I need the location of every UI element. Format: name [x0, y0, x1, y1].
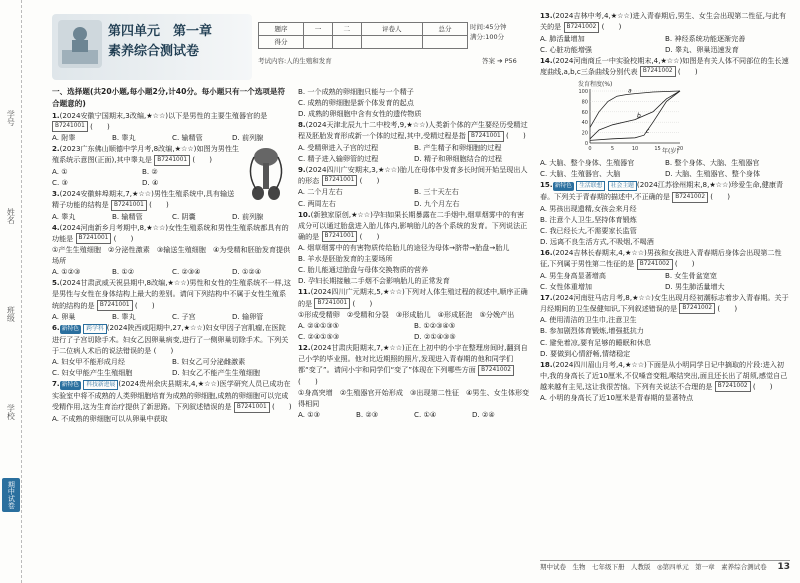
- spine-label-school: 学校: [6, 404, 16, 420]
- option-b[interactable]: B. 一个成熟的卵细胞只能与一个精子: [298, 87, 414, 96]
- option-c[interactable]: C. 子宫: [172, 312, 196, 321]
- question-text: (2024河南商丘一中实验校期末,4,★☆☆)如图是有关人体不同部位的生长速度曲线,a,b,c三条曲线分别代表: [540, 55, 789, 76]
- option-b[interactable]: B. 羊水是胚胎发育的主要场所: [298, 254, 393, 264]
- option-c[interactable]: C. 心脏功能增强: [540, 44, 593, 54]
- score-cell: 二: [332, 23, 361, 36]
- y-tick-label: 20: [581, 130, 588, 137]
- question-number: 2.: [52, 144, 60, 154]
- y-axis-label: 发育程度(%): [578, 81, 613, 89]
- answer-blank[interactable]: ( ): [90, 121, 110, 131]
- answer-blank[interactable]: ( ): [674, 259, 695, 269]
- option-a[interactable]: A. ①②③: [52, 267, 81, 277]
- option-a[interactable]: A. 小明的身高长了近10厘米是青春期的显著特点: [540, 393, 694, 403]
- question-text: (2024江苏徐州期末,8,★☆☆)珍爱生命,健康青春。下列关于青春期的描述中,不正确的是: [540, 180, 784, 202]
- question-14: [540, 55, 790, 180]
- option-b[interactable]: B. 产生精子和卵细胞的过程: [414, 142, 502, 152]
- option-c[interactable]: C. 成熟的卵细胞是新个体发育的起点: [298, 98, 414, 108]
- footer-text: 期中试卷 生物 七年级下册 人教版 ◎第四单元 第一章 素养综合测试卷: [540, 563, 767, 572]
- answer-blank[interactable]: ( ): [352, 298, 373, 308]
- option-d[interactable]: D. 男生肺活量增大: [665, 281, 725, 291]
- question-text: (2024吉林中考,4,★☆☆)进入青春期后,男生、女生会出现第二性征,与此有关的是: [540, 11, 787, 32]
- statement-list: ①身高突增 ②生殖器官开始形成 ③出现第二性征 ④男生、女生体形变得相同: [298, 387, 530, 408]
- answer-blank[interactable]: ( ): [506, 131, 526, 141]
- option-c[interactable]: C. ①④: [414, 410, 437, 419]
- score-header-row: [259, 23, 468, 36]
- question-text: (2024甘肃武威天祝县期中,8改编,★☆☆)男性和女性的生殖系统不一样,这是男性与女性在身体结构上最大的差别。请问下列结构中不属于女性生殖系统的结构的是: [52, 278, 291, 310]
- question-6: [52, 322, 292, 378]
- option-a[interactable]: A. 烟草烟雾中的有害物质传给胎儿的途径为母体→脐带→胎盘→胎儿: [298, 243, 510, 253]
- option-d[interactable]: D. ②④: [472, 410, 495, 419]
- answer-blank[interactable]: ( ): [298, 376, 318, 386]
- statement-list: ①产生生殖细胞 ②分泌性激素 ③输送生殖细胞 ④为受精和胚胎发育提供场所: [52, 245, 291, 266]
- option-a[interactable]: A. 男生身高显著增高: [540, 270, 606, 280]
- topic-tag: 社会主题: [608, 181, 637, 191]
- option-a[interactable]: A. 妇女甲不能形成月经: [52, 357, 126, 367]
- question-code: B7241001: [76, 233, 112, 244]
- question-code: B7241001: [322, 231, 358, 242]
- statement-list: ①形成受精卵 ②受精和分裂 ③形成胎儿 ④形成胚泡 ⑤分娩产出: [298, 310, 515, 319]
- title-banner: [52, 14, 252, 80]
- option-a[interactable]: A. 附睾: [52, 133, 76, 143]
- question-text: (2024四川广安期末,3,★☆☆)胎儿在母体中发育多长时间开始呈现出人的形态: [298, 164, 528, 185]
- option-a[interactable]: A. 使用清洁的卫生巾,注意卫生: [540, 315, 637, 325]
- series-line-a: [590, 91, 680, 127]
- x-tick-label: 5: [610, 146, 615, 153]
- series-label-b: b: [637, 112, 641, 120]
- question-number: 18.: [540, 359, 553, 369]
- option-a[interactable]: A. 不成熟的卵细胞可以从卵巢中获取: [52, 413, 168, 423]
- question-text: (2024陕西咸阳期中,27,★☆☆)妇女甲因子宫肌瘤,在医院进行了子宫切除手术。妇女乙因卵巢病变,进行了一侧卵巢切除手术。下列关于二位病人术后的说法错误的是: [52, 323, 289, 356]
- option-a[interactable]: A. 男孩出现遗精,女孩会来月经: [540, 203, 637, 213]
- y-tick-label: 100: [578, 89, 588, 96]
- question-text: (2024河南驻马店月考,8,★☆☆)女生出现月经初潮标志着步入青春期。关于月经期间的卫生保健知识,下列叙述错误的是: [540, 292, 789, 313]
- question-number: 11.: [298, 287, 311, 297]
- question-11: [298, 286, 530, 342]
- question-number: 10.: [298, 209, 311, 219]
- page-footer: [540, 560, 790, 574]
- feature-tag: 新特色: [554, 183, 572, 190]
- question-number: 6.: [52, 323, 60, 333]
- score-cell: 题序: [259, 23, 304, 36]
- question-number: 5.: [52, 278, 60, 288]
- question-17: [540, 292, 790, 359]
- question-code: B7241001: [154, 155, 190, 166]
- question-text: (2024甘肃庆阳期末,7,★☆☆)正在上初中的小宇在整理房间时,翻到自己小学的毕业照。他对比近期照的照片,发现进入青春期的他和同学们都“变了”。请问小宇和同学们“变了”体现在下列哪些方面: [298, 343, 528, 375]
- question-1: [52, 110, 292, 144]
- option-d[interactable]: D. 睾丸、卵巢迅速发育: [665, 44, 739, 54]
- answer-blank[interactable]: ( ): [710, 192, 731, 202]
- question-number: 8.: [298, 120, 306, 130]
- question-5: [52, 277, 292, 322]
- option-c[interactable]: C. 妇女甲能产生生殖细胞: [52, 368, 133, 378]
- option-b[interactable]: B. 神经系统功能逐渐完善: [665, 33, 746, 43]
- score-input-cell[interactable]: [422, 36, 467, 49]
- question-text: (2023广东佛山顺德中学月考,8改编,★☆☆)如图为男性生殖系统示意图(正面),其中睾丸是: [52, 144, 240, 165]
- question-code: B7241001: [314, 298, 350, 309]
- growth-curve-chart: [570, 79, 690, 155]
- option-b[interactable]: B. ①②③④⑤: [414, 321, 456, 331]
- answer-blank[interactable]: ( ): [192, 155, 213, 165]
- option-c[interactable]: C. 胎儿能通过胎盘与母体交换物质的营养: [298, 265, 429, 275]
- option-d[interactable]: D. 孕妇长期接触二手烟不会影响胎儿的正常发育: [298, 276, 450, 286]
- spine-label-student-id: 学号: [6, 110, 16, 126]
- topic-tag: 科技新进展: [83, 380, 118, 390]
- question-code: B7241002: [640, 66, 676, 77]
- answer-blank[interactable]: ( ): [359, 175, 380, 185]
- feature-tag: 新特色: [61, 326, 80, 333]
- option-b[interactable]: B. 整个身体、大脑、生殖器官: [665, 158, 760, 168]
- answer-blank[interactable]: ( ): [359, 231, 380, 241]
- question-text: (2024四川眉山月考,4,★☆☆)下面是从小明同学日记中摘取的片段:进入初中,我的身高长了近10厘米,不仅嗓音变粗,喉结突出,面且还长出了胡须,感觉自己越来越有主见,这让我很苦恼。下列有关说法不合理的是: [540, 359, 788, 391]
- series-label-c: c: [646, 128, 650, 136]
- question-number: 12.: [298, 343, 311, 353]
- option-d[interactable]: D. 大脑、生殖器官、整个身体: [665, 169, 761, 179]
- score-cell: 得分: [259, 36, 304, 49]
- option-c[interactable]: C. ③: [52, 177, 68, 187]
- answer-reference: 答案 ➔ P56: [482, 57, 517, 65]
- test-title: 素养综合测试卷: [108, 44, 200, 59]
- option-d[interactable]: D. ④: [142, 177, 159, 187]
- option-c[interactable]: C. 女性体重增加: [540, 281, 593, 291]
- option-b[interactable]: B. 妇女乙可分泌雌激素: [172, 357, 246, 367]
- student-figure-icon: [58, 20, 102, 68]
- topic-tag: 跨学科: [83, 324, 106, 334]
- series-label-a: a: [628, 87, 632, 95]
- x-tick-label: 20: [676, 146, 684, 153]
- question-number: 7.: [52, 379, 60, 389]
- question-15: [540, 179, 790, 247]
- question-code: B7241001: [234, 402, 270, 413]
- feature-tag: 新特色: [61, 382, 80, 389]
- option-b[interactable]: B. 注意个人卫生,坚持体育锻炼: [540, 214, 637, 224]
- score-input-cell[interactable]: [332, 36, 361, 49]
- question-18: [540, 359, 790, 404]
- exam-header: [52, 14, 532, 82]
- option-c[interactable]: C. 输精管: [172, 133, 203, 143]
- question-number: 1.: [52, 110, 60, 120]
- option-d[interactable]: D. 远离不良生活方式,不吸烟,不喝酒: [540, 237, 654, 247]
- question-code: B7241001: [97, 300, 133, 311]
- y-tick-label: 40: [581, 120, 588, 127]
- question-8: [298, 119, 530, 164]
- question-10: [298, 209, 530, 287]
- time-limit: 时间:45分钟: [470, 23, 507, 31]
- option-a[interactable]: A. 二个月左右: [298, 187, 343, 197]
- spine-label-class: 班级: [6, 306, 16, 322]
- option-a[interactable]: A. 睾丸: [52, 211, 76, 221]
- option-a[interactable]: A. 大脑、整个身体、生殖器官: [540, 158, 635, 168]
- question-7: [52, 378, 292, 424]
- option-d[interactable]: D. 精子和卵细胞结合的过程: [414, 153, 503, 163]
- question-code: B7241001: [468, 131, 504, 142]
- full-score: 满分:100分: [470, 33, 505, 42]
- x-tick-label: 10: [631, 146, 639, 153]
- column-2: [298, 86, 530, 420]
- spine-label-name: 姓名: [6, 208, 16, 224]
- question-text: (2024贵州余庆县期末,4,★☆☆)医学研究人员已成功在实验室中将不成熟的人类卵细胞培育为成熟的卵细胞,成熟的卵细胞可以完成受精作用,这为生育治疗提供了新思路。下列叙述错误的是: [52, 379, 291, 412]
- score-value-row: [259, 36, 468, 49]
- answer-blank[interactable]: ( ): [153, 346, 174, 356]
- male-reproductive-diagram: [244, 143, 288, 205]
- question-code: B7241001: [111, 200, 147, 211]
- option-d[interactable]: D. ②①④③⑤: [414, 332, 456, 342]
- exam-scope: 考试内容:人的生殖和发育: [258, 57, 332, 65]
- answer-blank[interactable]: ( ): [149, 200, 169, 210]
- question-number: 15.: [540, 180, 553, 190]
- option-d[interactable]: D. 妇女乙不能产生生殖细胞: [172, 368, 261, 378]
- question-4: [52, 222, 292, 278]
- option-d[interactable]: D. 成熟的卵细胞中含有女性的遗传物质: [298, 109, 422, 119]
- y-tick-label: 80: [581, 99, 588, 106]
- question-13: [540, 10, 790, 55]
- option-d[interactable]: D. ①②④: [232, 267, 262, 277]
- question-number: 17.: [540, 292, 553, 302]
- option-d[interactable]: D. 前列腺: [232, 133, 264, 143]
- option-c[interactable]: C. 避免着凉,要有足够的睡眠和休息: [540, 337, 652, 347]
- option-d[interactable]: D. 前列腺: [232, 211, 264, 221]
- column-3: [540, 10, 790, 403]
- option-b[interactable]: B. ②③: [356, 410, 379, 419]
- option-a[interactable]: A. ①: [52, 166, 68, 176]
- question-text: (2024河南新乡月考期中,8,★☆☆)女性生殖系统和男性生殖系统都具有的功能是: [52, 222, 289, 243]
- question-2: [52, 143, 292, 188]
- option-d[interactable]: D. 要做到心情舒畅,情绪稳定: [540, 348, 631, 358]
- option-b[interactable]: B. 输精管: [112, 211, 143, 221]
- option-c[interactable]: C. ②④①⑤③: [298, 332, 340, 342]
- option-c[interactable]: C. 阴囊: [172, 211, 196, 221]
- option-a[interactable]: A. 肺活量增加: [540, 33, 585, 43]
- option-a[interactable]: A. ①③: [298, 410, 320, 419]
- y-tick-label: 60: [581, 110, 588, 117]
- time-info: [470, 22, 506, 43]
- option-c[interactable]: C. 两周左右: [298, 198, 336, 208]
- option-a[interactable]: A. 卵巢: [52, 312, 76, 321]
- answer-blank[interactable]: ( ): [134, 300, 155, 310]
- option-b[interactable]: B. ①②: [112, 267, 135, 277]
- question-text: (2024安徽蚌埠期末,7,★☆☆)男性生殖系统中,具有输送精子功能的结构是: [52, 189, 235, 210]
- question-number: 4.: [52, 222, 60, 232]
- question-number: 16.: [540, 248, 553, 258]
- option-c[interactable]: C. 大脑、生殖器官、大脑: [540, 169, 621, 179]
- question-text: (新独家原创,★☆☆)孕妇如果长期暴露在二手烟中,烟草烟雾中的有害成分可以通过胎盘进入胎儿体内,影响胎儿的各个系统的发育。下列说法正确的是: [298, 209, 528, 241]
- question-number: 9.: [298, 164, 306, 174]
- unit-title: 第四单元 第一章: [108, 24, 213, 39]
- question-number: 13.: [540, 11, 553, 20]
- question-text: (2024吉林长春期末,4,★☆☆)男孩和女孩进入青春期后身体会出现第二性征,下列属于男性第二性征的是: [540, 248, 782, 269]
- question-code: B7241001: [322, 175, 358, 186]
- question-code: B7241002: [679, 303, 715, 314]
- midterm-badge: 期中试卷: [2, 478, 20, 512]
- option-b[interactable]: B. 睾丸: [112, 133, 136, 143]
- topic-tag: 生活联想: [576, 181, 605, 191]
- option-a[interactable]: A. 受精卵进入子宫的过程: [298, 142, 379, 152]
- score-table: [258, 22, 468, 49]
- option-b[interactable]: B. 参加剧烈体育锻炼,增强抵抗力: [540, 326, 644, 336]
- question-code: B7241001: [52, 121, 88, 132]
- column-1: [52, 86, 292, 424]
- option-c[interactable]: C. 我已经长大,不需要家长监管: [540, 226, 637, 235]
- question-number: 14.: [540, 55, 553, 65]
- answer-blank[interactable]: ( ): [113, 233, 134, 243]
- page-number: 13: [777, 561, 790, 572]
- question-code: B7241002: [672, 192, 708, 203]
- question-number: 3.: [52, 189, 60, 198]
- question-code: B7241002: [637, 259, 673, 270]
- question-16: [540, 247, 790, 292]
- score-cell: 评卷人: [361, 23, 422, 36]
- section-title: 一、选择题(共20小题,每小题2分,计40分。每小题只有一个选项是符合题意的): [52, 87, 286, 108]
- answer-blank[interactable]: ( ): [677, 66, 698, 76]
- x-axis-label: 年(岁): [662, 148, 679, 156]
- score-input-cell[interactable]: [361, 36, 422, 49]
- x-tick-label: 15: [654, 146, 661, 153]
- option-c[interactable]: C. ②③④: [172, 267, 201, 277]
- answer-blank[interactable]: ( ): [752, 381, 773, 391]
- question-code: B7241002: [478, 365, 514, 376]
- x-tick-label: 0: [588, 146, 592, 153]
- y-tick-label: 0: [584, 141, 588, 148]
- option-d[interactable]: D. 九个月左右: [414, 198, 460, 208]
- question-text: (2024安徽宁国期末,3改编,★☆☆)以下是男性的主要生殖器官的是: [59, 110, 268, 120]
- score-cell: 一: [304, 23, 333, 36]
- option-d[interactable]: D. 输卵管: [232, 312, 264, 321]
- option-c[interactable]: C. 精子进入输卵管的过程: [298, 153, 379, 163]
- option-b[interactable]: B. 睾丸: [112, 312, 136, 321]
- option-b[interactable]: B. ②: [142, 166, 158, 176]
- option-a[interactable]: A. ②④①③⑤: [298, 321, 340, 331]
- answer-blank[interactable]: ( ): [717, 303, 738, 313]
- question-text: (2024四川广元期末,5,★☆☆)下列对人体生殖过程的叙述中,顺序正确的是: [298, 287, 528, 308]
- question-code: B7241002: [564, 22, 600, 33]
- series-line-b: [590, 91, 680, 139]
- binding-spine: [0, 0, 22, 583]
- option-b[interactable]: B. 三十天左右: [414, 187, 459, 197]
- question-text: (2024天津北辰九十二中校考,9,★☆☆)人类新个体的产生要经历受精过程及胚胎发育形成新一个体的过程,其中,受精过程是指: [298, 120, 528, 141]
- score-input-cell[interactable]: [304, 36, 333, 49]
- question-code: B7241002: [715, 381, 751, 392]
- answer-blank[interactable]: ( ): [271, 402, 292, 412]
- question-12: [298, 342, 530, 420]
- answer-blank[interactable]: ( ): [601, 22, 622, 32]
- growth-curve-svg: [570, 79, 690, 155]
- option-b[interactable]: B. 女生骨盆宽宽: [665, 270, 717, 280]
- score-cell: 总分: [422, 23, 467, 36]
- question-9: [298, 164, 530, 209]
